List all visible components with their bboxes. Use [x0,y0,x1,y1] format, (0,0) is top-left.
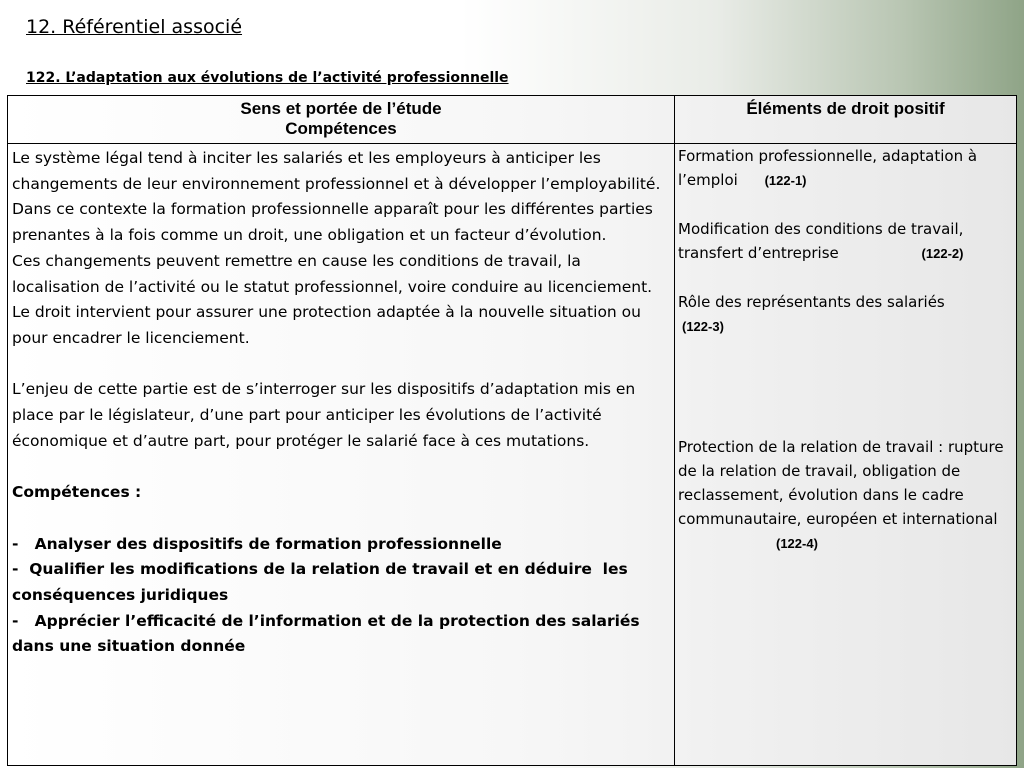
droit-item-2-text: Modification des conditions de travail, transfert d’entreprise [678,220,964,262]
competences-title: Compétences : [12,483,142,502]
header-left-line1: Sens et portée de l’étude [240,99,442,118]
droit-item-2 [678,217,1012,266]
droit-item-4 [678,435,1012,556]
droit-item-3-text: Rôle des représentants des salariés [678,293,945,311]
table-body-row [8,144,1017,766]
droit-item-2-code: (122-2) [921,246,964,261]
spacer [12,352,670,378]
competence-item-2: - Qualifier les modifications de la relation de travail et en déduire les conséquences juridiques [12,560,634,604]
droit-positif-cell [675,144,1017,766]
section-subtitle: 122. L’adaptation aux évolutions de l’activité professionnelle [26,70,509,86]
droit-item-3 [678,290,1012,339]
paragraph-3: L’enjeu de cette partie est de s’interroger sur les dispositifs d’adaptation mis en place par le législateur, d’une part pour anticiper les évolutions de l’activité économique et d’autre part, pour protéger le salarié face à ces mutations. [12,380,636,450]
competence-item-1: - Analyser des dispositifs de formation professionnelle [12,534,502,553]
droit-item-1 [678,144,1012,193]
droit-item-4-text: Protection de la relation de travail : rupture de la relation de travail, obligation de reclassement, évolution dans le cadre communautaire, européen et international [678,438,1004,528]
droit-item-1-code: (122-1) [764,173,807,188]
paragraph-1: Le système légal tend à inciter les salariés et les employeurs à anticiper les changements de leur environnement professionnel et à développer l’employabilité. Dans ce contexte la formation professionnelle apparaît pour les différentes parties prenantes à la fois comme un droit, une obligation et un facteur d’évolution. [12,149,661,245]
page-title: 12. Référentiel associé [26,16,243,38]
droit-item-3-code: (122-3) [682,319,724,334]
droit-item-4-code: (122-4) [776,536,818,551]
header-left-line2: Compétences [285,119,397,138]
droit-item-1-text: Formation professionnelle, adaptation à l’emploi [678,147,978,189]
table-header-row [8,96,1017,144]
header-left [8,96,675,144]
spacer [12,454,670,480]
competence-item-3: - Apprécier l’efficacité de l’information et de la protection des salariés dans une situation donnée [12,611,646,656]
spacer [12,506,670,532]
referentiel-table [7,95,1017,766]
header-right: Éléments de droit positif [675,96,1017,144]
sens-portee-cell [8,144,675,766]
paragraph-2: Ces changements peuvent remettre en cause les conditions de travail, la localisation de l’activité ou le statut professionnel, voire conduire au licenciement. Le droit intervient pour assurer une protection adaptée à la nouvelle situation ou pour encadrer le licenciement. [12,251,653,347]
